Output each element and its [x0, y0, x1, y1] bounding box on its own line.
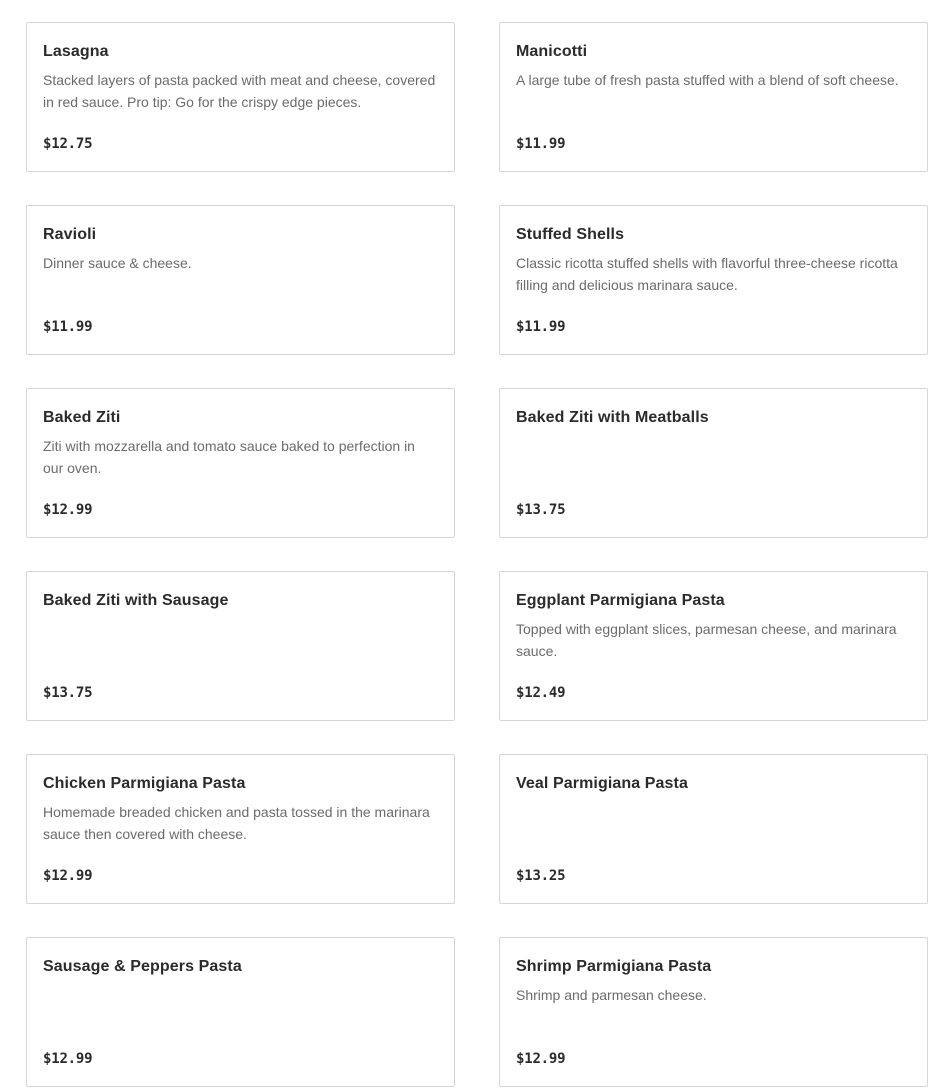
menu-item-card-baked-ziti-meatballs[interactable]: [499, 388, 928, 538]
menu-item-card-manicotti[interactable]: [499, 22, 928, 172]
menu-item-name: Chicken Parmigiana Pasta: [43, 775, 246, 792]
menu-item-price: $12.75: [43, 136, 93, 152]
menu-item-price: $12.49: [516, 685, 566, 701]
menu-item-price: $12.99: [43, 868, 93, 884]
menu-item-card-baked-ziti-sausage[interactable]: [26, 571, 455, 721]
menu-item-card-baked-ziti[interactable]: [26, 388, 455, 538]
menu-item-description: Homemade breaded chicken and pasta tossed in the marinara sauce then covered with cheese.: [43, 804, 430, 842]
menu-item-price: $12.99: [43, 502, 93, 518]
menu-item-name: Eggplant Parmigiana Pasta: [516, 592, 725, 609]
menu-item-price: $12.99: [516, 1051, 566, 1067]
menu-item-card-lasagna[interactable]: [26, 22, 455, 172]
menu-item-price: $11.99: [43, 319, 93, 335]
menu-item-card-shrimp-parmigiana[interactable]: [499, 937, 928, 1087]
menu-item-name: Shrimp Parmigiana Pasta: [516, 958, 712, 975]
menu-item-card-ravioli[interactable]: [26, 205, 455, 355]
menu-item-description: Classic ricotta stuffed shells with flavorful three-cheese ricotta filling and delicious marinara sauce.: [516, 255, 898, 293]
menu-item-price: $11.99: [516, 319, 566, 335]
menu-item-description: Topped with eggplant slices, parmesan cheese, and marinara sauce.: [516, 621, 897, 659]
menu-item-description: A large tube of fresh pasta stuffed with a blend of soft cheese.: [516, 72, 899, 88]
menu-item-name: Sausage & Peppers Pasta: [43, 958, 242, 975]
menu-item-card-sausage-peppers[interactable]: [26, 937, 455, 1087]
menu-item-price: $13.75: [516, 502, 566, 518]
menu-item-name: Lasagna: [43, 43, 109, 60]
menu-item-price: $13.25: [516, 868, 566, 884]
menu-item-card-stuffed-shells[interactable]: [499, 205, 928, 355]
menu-item-grid: [26, 22, 928, 1087]
menu-item-name: Baked Ziti: [43, 409, 121, 426]
menu-item-name: Baked Ziti with Meatballs: [516, 409, 709, 426]
menu-item-description: Dinner sauce & cheese.: [43, 255, 192, 271]
menu-item-name: Ravioli: [43, 226, 97, 243]
menu-item-description: Ziti with mozzarella and tomato sauce baked to perfection in our oven.: [43, 438, 415, 476]
menu-item-card-veal-parmigiana[interactable]: [499, 754, 928, 904]
menu-item-description: Stacked layers of pasta packed with meat and cheese, covered in red sauce. Pro tip: Go for the crispy edge pieces.: [43, 72, 436, 110]
menu-item-name: Manicotti: [516, 43, 588, 60]
menu-item-card-eggplant-parmigiana[interactable]: [499, 571, 928, 721]
menu-item-card-chicken-parmigiana[interactable]: [26, 754, 455, 904]
menu-item-name: Baked Ziti with Sausage: [43, 592, 229, 609]
menu-item-price: $12.99: [43, 1051, 93, 1067]
menu-item-price: $13.75: [43, 685, 93, 701]
menu-item-name: Veal Parmigiana Pasta: [516, 775, 688, 792]
menu-item-name: Stuffed Shells: [516, 226, 625, 243]
menu-item-price: $11.99: [516, 136, 566, 152]
menu-item-description: Shrimp and parmesan cheese.: [516, 987, 707, 1003]
